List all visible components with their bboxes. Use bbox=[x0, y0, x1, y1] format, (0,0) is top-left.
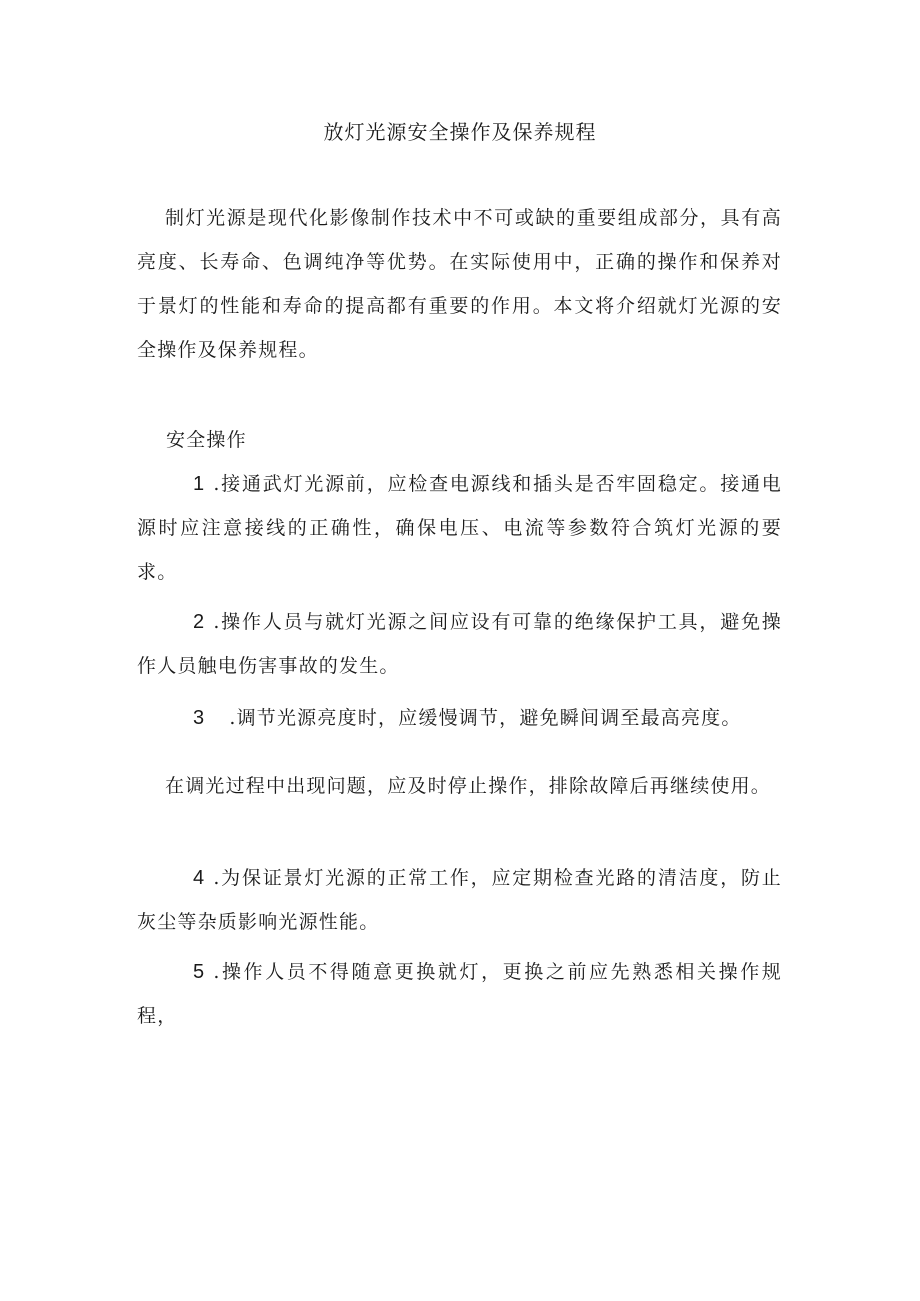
item-text: .调节光源亮度时，应缓慢调节，避免瞬间调至最高亮度。 bbox=[229, 707, 742, 729]
item-number: 4 bbox=[193, 867, 206, 889]
item-number: 2 bbox=[193, 611, 206, 633]
item-number: 5 bbox=[193, 961, 206, 983]
document-title: 放灯光源安全操作及保养规程 bbox=[323, 120, 597, 144]
item-text: 在调光过程中出现问题，应及时停止操作，排除故障后再继续使用。 bbox=[165, 775, 772, 797]
item-text: .接通武灯光源前，应检查电源线和插头是否牢固稳定。接通电源时应注意接线的正确性，确保电压、电流等参数符合筑灯光源的要求。 bbox=[137, 473, 782, 583]
list-item-3-continuation bbox=[137, 764, 782, 808]
item-number: 1 bbox=[193, 473, 206, 495]
list-item-2 bbox=[137, 600, 782, 688]
item-text: .为保证景灯光源的正常工作，应定期检查光路的清洁度，防止灰尘等杂质影响光源性能。 bbox=[137, 867, 782, 933]
intro-paragraph: 制灯光源是现代化影像制作技术中不可或缺的重要组成部分，具有高亮度、长寿命、色调纯净等优势。在实际使用中，正确的操作和保养对于景灯的性能和寿命的提高都有重要的作用。本文将介绍就灯光源的安全操作及保养规程。 bbox=[137, 207, 782, 361]
list-item-5 bbox=[137, 950, 782, 1038]
item-number: 3 bbox=[193, 707, 206, 729]
item-text: .操作人员不得随意更换就灯，更换之前应先熟悉相关操作规程， bbox=[137, 961, 782, 1027]
list-item-1 bbox=[137, 462, 782, 594]
list-item-4 bbox=[137, 856, 782, 944]
section-heading: 安全操作 bbox=[166, 429, 247, 451]
item-text: .操作人员与就灯光源之间应设有可靠的绝缘保护工具，避免操作人员触电伤害事故的发生。 bbox=[137, 611, 782, 677]
list-item-3 bbox=[137, 696, 782, 740]
